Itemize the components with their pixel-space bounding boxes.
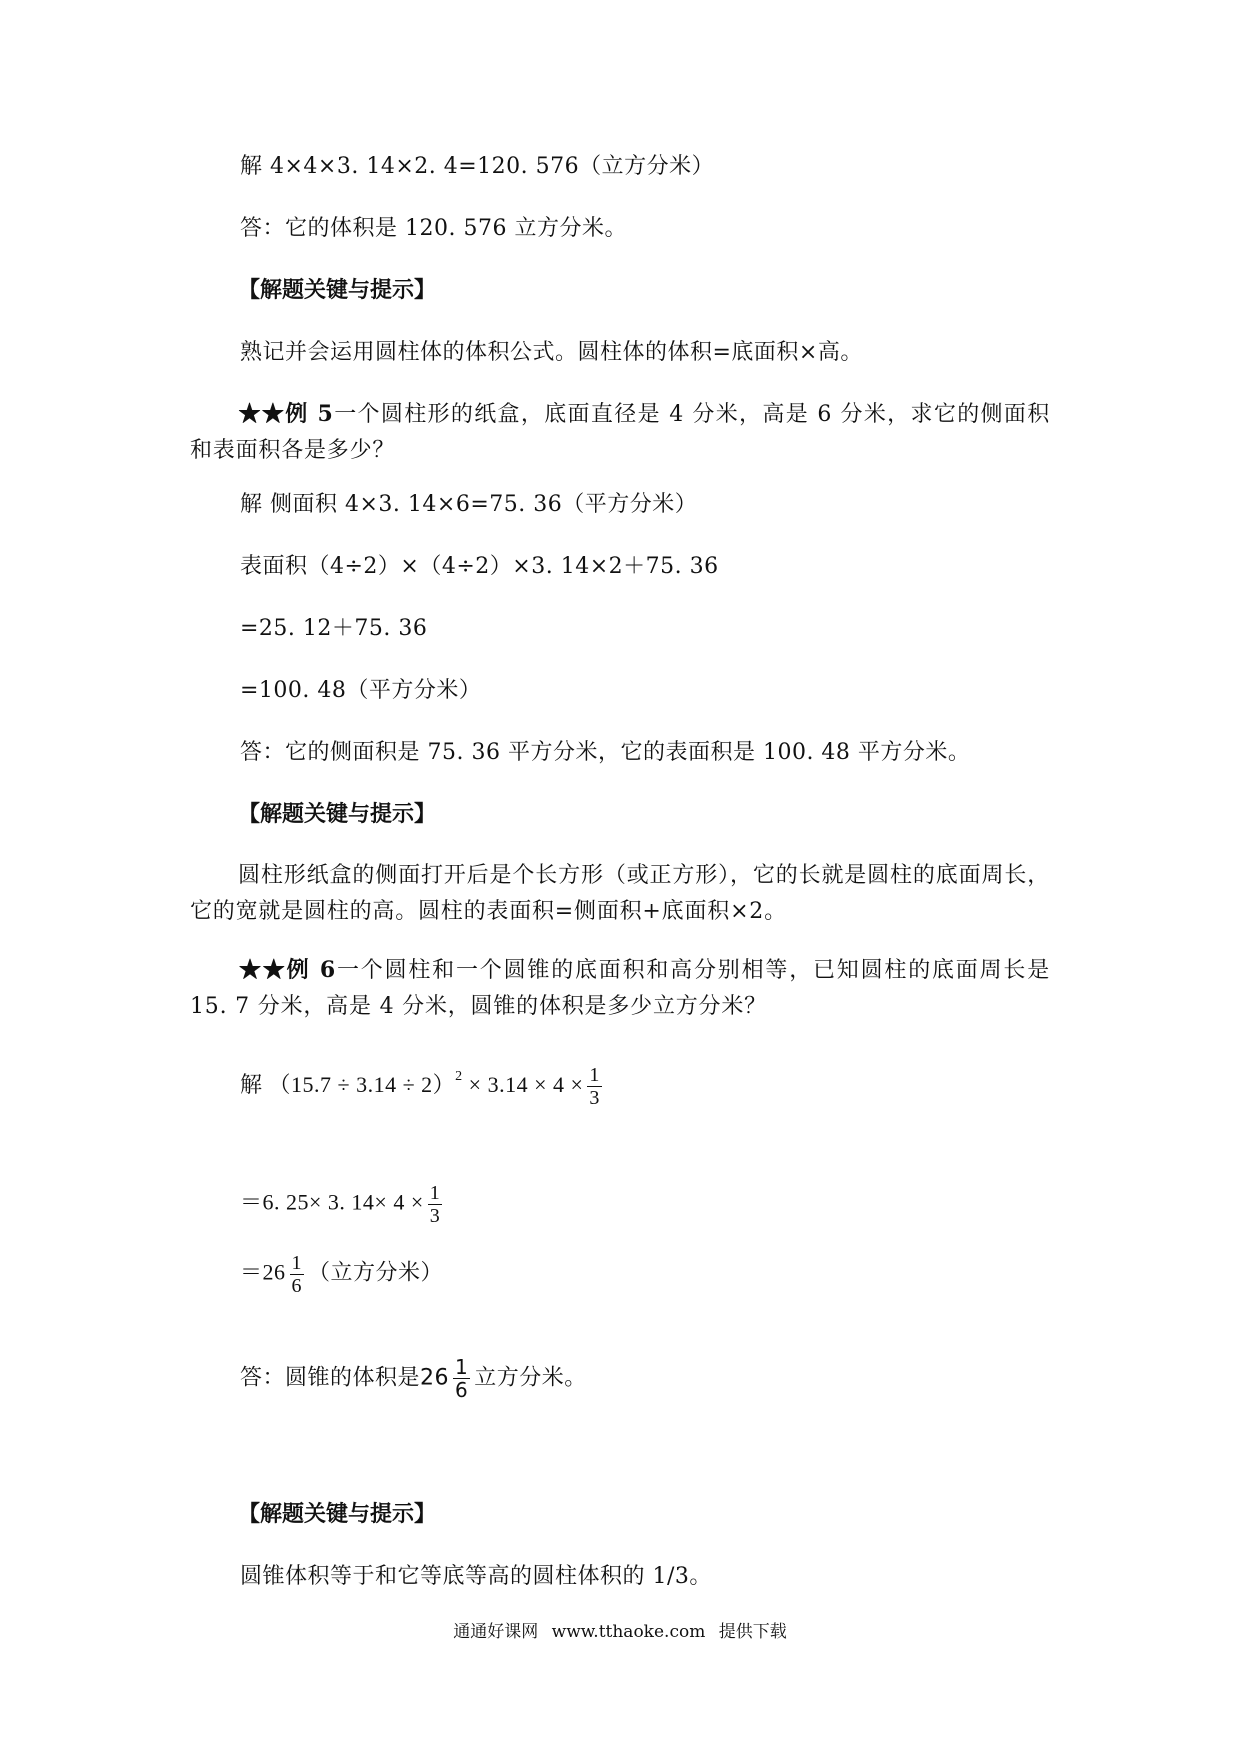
example-6-text: 一个圆柱和一个圆锥的底面积和高分别相等，已知圆柱的底面周长是 15. 7 分米，高是 4 分米，圆锥的体积是多少立方分米？ [190,958,1050,1019]
page-footer [0,1620,1240,1644]
answer-line-volume: 答：它的体积是 120. 576 立方分米。 [240,216,627,241]
solution-cone-step-1: ＝6. 25× 3. 14× 4 × $\frac{1}{3}$ [240,1182,441,1227]
hint-heading-2: 【解题关键与提示】 [238,802,437,827]
hint-text-2 [190,858,1050,930]
hint-heading-1: 【解题关键与提示】 [238,278,437,303]
solution-cone-result: ＝26 $\frac{1}{6}$ （立方分米） [240,1252,444,1297]
fraction-one-third: $\frac{1}{3}$ [429,1182,441,1227]
example-5-label: ★★例 5 [238,401,334,427]
example-6-label: ★★例 6 [238,957,336,983]
fraction-one-sixth: $\frac{1}{6}$ [291,1252,303,1297]
fraction-one-third: $\frac{1}{3}$ [589,1064,600,1110]
solution-surface-area: 表面积（4÷2）×（4÷2）×3. 14×2＋75. 36 [240,554,719,579]
footer-url[interactable]: www.tthaoke.com [551,1622,706,1642]
footer-note: 提供下载 [718,1622,787,1642]
hint-text-2-body: 圆柱形纸盒的侧面打开后是个长方形（或正方形），它的长就是圆柱的底面周长，它的宽就是圆柱的高。圆柱的表面积=侧面积+底面积×2。 [190,863,1050,924]
answer-line-areas: 答：它的侧面积是 75. 36 平方分米，它的表面积是 100. 48 平方分米。 [240,740,971,765]
hint-text-3: 圆锥体积等于和它等底等高的圆柱体积的 1/3。 [240,1564,712,1589]
solution-cone-expression: 解 $(15.7 \div 3.14 \div 2)^2 \times 3.14 \times 4$ × $\frac{1}{3}$ [240,1064,600,1110]
solution-line-volume: 解 4×4×3. 14×2. 4=120. 576（立方分米） [240,154,715,179]
solution-step-3: =100. 48（平方分米） [240,678,482,703]
solution-lateral-area: 解 侧面积 4×3. 14×6=75. 36（平方分米） [240,492,698,517]
hint-text-1: 熟记并会运用圆柱体的体积公式。圆柱体的体积=底面积×高。 [240,340,863,365]
solution-step-2: =25. 12＋75. 36 [240,616,428,641]
example-5-text: 一个圆柱形的纸盒，底面直径是 4 分米，高是 6 分米，求它的侧面积和表面积各是多少？ [190,402,1051,463]
footer-site-name: 通通好课网 [453,1622,539,1642]
answer-cone-volume: 答：圆锥的体积是26 $\frac{1}{6}$ 立方分米。 [240,1355,587,1402]
hint-heading-3: 【解题关键与提示】 [238,1502,437,1527]
example-5-question [190,396,1050,469]
fraction-one-sixth: $\frac{1}{6}$ [455,1355,469,1402]
example-6-question [190,952,1050,1025]
